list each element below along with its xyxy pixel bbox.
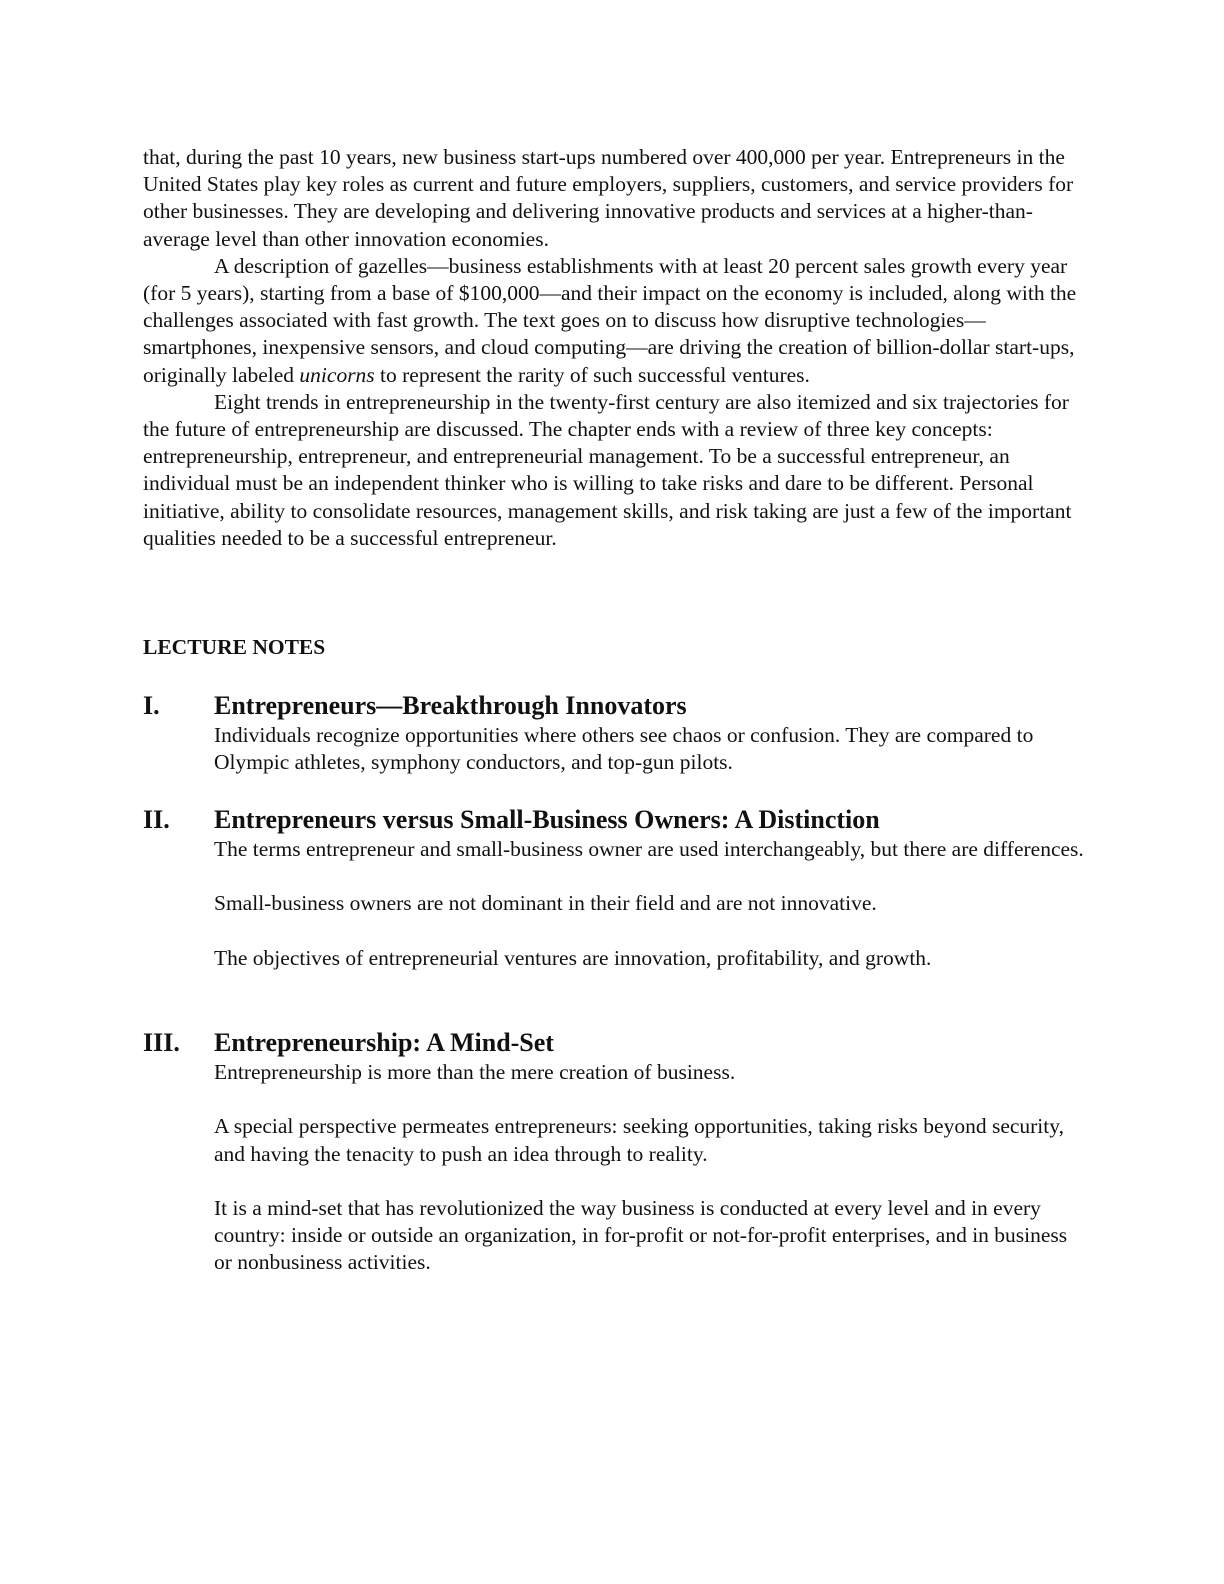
- section-numeral: II.: [143, 805, 170, 834]
- intro-text-span: A description of gazelles—business establishments with at least 20 percent sales growth every year (for 5 years), starting from a base of $100,000—and their impact on the economy is included, along with the challenges associated with fast growth. The text goes on to discuss how disruptive technologies—smartphones, inexpensive sensors, and cloud computing—are driving the creation of billion-dollar start-ups, originally labeled: [143, 253, 1077, 387]
- section-body: [214, 1059, 1084, 1277]
- intro-paragraph: [143, 253, 1083, 389]
- section-title: Entrepreneurship: A Mind-Set: [214, 1028, 554, 1057]
- section-paragraph: Small-business owners are not dominant in their field and are not innovative.: [214, 891, 877, 916]
- section-paragraph: It is a mind-set that has revolutionized the way business is conducted at every level and in every country: inside or outside an organization, in for-profit or not-for-profit enterprises, and in business or nonbusiness activities.: [214, 1195, 1068, 1275]
- intro-text-span: to represent the rarity of such successful ventures.: [374, 362, 810, 387]
- intro-paragraph: that, during the past 10 years, new business start-ups numbered over 400,000 per year. Entrepreneurs in the United States play key roles as current and future employers, suppliers, customers, and service providers for other businesses. They are developing and delivering innovative products and services at a higher-than-average level than other innovation economies.: [143, 145, 1074, 251]
- section-2: [143, 804, 1083, 972]
- intro-text: [143, 144, 1083, 552]
- section-numeral: III.: [143, 1028, 180, 1057]
- italic-term: unicorns: [299, 362, 375, 387]
- section-title: Entrepreneurs versus Small-Business Owners: A Distinction: [214, 805, 880, 834]
- section-1: [143, 690, 1083, 776]
- section-paragraph: A special perspective permeates entrepreneurs: seeking opportunities, taking risks beyond security, and having the tenacity to push an idea through to reality.: [214, 1114, 1064, 1166]
- section-paragraph: Individuals recognize opportunities where others see chaos or confusion. They are compared to Olympic athletes, symphony conductors, and top-gun pilots.: [214, 723, 1034, 775]
- section-heading: [143, 804, 1083, 836]
- section-paragraph: Entrepreneurship is more than the mere creation of business.: [214, 1060, 736, 1084]
- section-heading: [143, 690, 1083, 722]
- section-body: [214, 836, 1084, 972]
- section-numeral: I.: [143, 691, 160, 720]
- section-3: [143, 1027, 1083, 1277]
- section-paragraph: The objectives of entrepreneurial ventures are innovation, profitability, and growth.: [214, 945, 932, 970]
- section-heading: [143, 1027, 1083, 1059]
- section-body: [214, 722, 1084, 776]
- lecture-notes-heading: LECTURE NOTES: [143, 635, 326, 659]
- intro-paragraph: Eight trends in entrepreneurship in the twenty-first century are also itemized and six trajectories for the future of entrepreneurship are discussed. The chapter ends with a review of three key concepts: entrepreneurship, entrepreneur, and entrepreneurial management. To be a successful entrepreneur, an individual must be an independent thinker who is willing to take risks and dare to be different. Personal initiative, ability to consolidate resources, management skills, and risk taking are just a few of the important qualities needed to be a successful entrepreneur.: [143, 389, 1072, 550]
- section-paragraph: The terms entrepreneur and small-business owner are used interchangeably, but there are differences.: [214, 837, 1084, 861]
- section-title: Entrepreneurs—Breakthrough Innovators: [214, 691, 687, 720]
